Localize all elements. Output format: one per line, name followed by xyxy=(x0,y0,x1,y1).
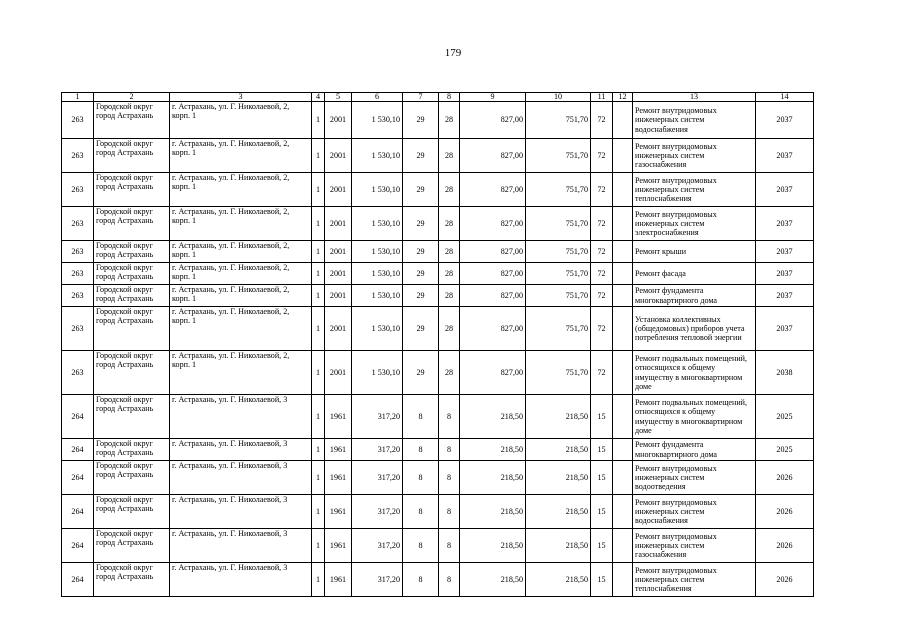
col-7-value-cell: 29 xyxy=(403,351,439,395)
col-10-value-cell: 751,70 xyxy=(526,241,591,263)
col-4-value-cell: 1 xyxy=(312,285,325,307)
work-type-cell: Ремонт подвальных помещений, относящихся к общему имуществу в многоквартирном доме xyxy=(633,395,756,439)
col-12-value-cell xyxy=(613,241,633,263)
address-cell: г. Астрахань, ул. Г. Николаевой, 3 xyxy=(170,495,312,529)
total-area-cell: 1 530,10 xyxy=(352,139,403,173)
address-cell: г. Астрахань, ул. Г. Николаевой, 2, корп. 1 xyxy=(170,173,312,207)
column-number: 7 xyxy=(403,93,439,102)
row-number-cell: 263 xyxy=(62,263,94,285)
col-12-value-cell xyxy=(613,439,633,461)
col-10-value-cell: 218,50 xyxy=(526,529,591,563)
year-built-cell: 1961 xyxy=(325,461,352,495)
col-7-value-cell: 8 xyxy=(403,395,439,439)
col-9-value-cell: 827,00 xyxy=(460,285,526,307)
total-area-cell: 317,20 xyxy=(352,495,403,529)
row-number-cell: 263 xyxy=(62,173,94,207)
col-7-value-cell: 8 xyxy=(403,461,439,495)
col-9-value-cell: 827,00 xyxy=(460,351,526,395)
year-built-cell: 1961 xyxy=(325,529,352,563)
col-11-value-cell: 72 xyxy=(591,173,613,207)
col-8-value-cell: 8 xyxy=(439,495,460,529)
work-type-cell: Ремонт фундамента многоквартирного дома xyxy=(633,285,756,307)
table-row xyxy=(62,395,814,439)
col-11-value-cell: 15 xyxy=(591,495,613,529)
planned-year-cell: 2037 xyxy=(756,173,814,207)
address-cell: г. Астрахань, ул. Г. Николаевой, 2, корп. 1 xyxy=(170,207,312,241)
address-cell: г. Астрахань, ул. Г. Николаевой, 3 xyxy=(170,563,312,597)
table-row xyxy=(62,207,814,241)
col-7-value-cell: 29 xyxy=(403,102,439,139)
municipality-cell: Городской округ город Астрахань xyxy=(94,285,170,307)
col-8-value-cell: 8 xyxy=(439,563,460,597)
column-number: 1 xyxy=(62,93,94,102)
row-number-cell: 264 xyxy=(62,563,94,597)
row-number-cell: 264 xyxy=(62,439,94,461)
col-9-value-cell: 218,50 xyxy=(460,439,526,461)
column-number: 4 xyxy=(312,93,325,102)
total-area-cell: 1 530,10 xyxy=(352,102,403,139)
work-type-cell: Ремонт подвальных помещений, относящихся к общему имуществу в многоквартирном доме xyxy=(633,351,756,395)
address-cell: г. Астрахань, ул. Г. Николаевой, 2, корп. 1 xyxy=(170,263,312,285)
column-number: 3 xyxy=(170,93,312,102)
col-11-value-cell: 72 xyxy=(591,139,613,173)
table-row xyxy=(62,439,814,461)
col-10-value-cell: 751,70 xyxy=(526,207,591,241)
municipality-cell: Городской округ город Астрахань xyxy=(94,563,170,597)
total-area-cell: 317,20 xyxy=(352,395,403,439)
col-9-value-cell: 827,00 xyxy=(460,139,526,173)
col-10-value-cell: 218,50 xyxy=(526,563,591,597)
col-4-value-cell: 1 xyxy=(312,529,325,563)
year-built-cell: 1961 xyxy=(325,563,352,597)
municipality-cell: Городской округ город Астрахань xyxy=(94,495,170,529)
address-cell: г. Астрахань, ул. Г. Николаевой, 2, корп. 1 xyxy=(170,285,312,307)
col-11-value-cell: 15 xyxy=(591,395,613,439)
address-cell: г. Астрахань, ул. Г. Николаевой, 2, корп. 1 xyxy=(170,351,312,395)
col-12-value-cell xyxy=(613,102,633,139)
col-4-value-cell: 1 xyxy=(312,307,325,351)
column-number: 9 xyxy=(460,93,526,102)
year-built-cell: 1961 xyxy=(325,395,352,439)
col-8-value-cell: 28 xyxy=(439,102,460,139)
municipality-cell: Городской округ город Астрахань xyxy=(94,207,170,241)
col-12-value-cell xyxy=(613,207,633,241)
row-number-cell: 264 xyxy=(62,461,94,495)
col-9-value-cell: 827,00 xyxy=(460,263,526,285)
col-7-value-cell: 8 xyxy=(403,529,439,563)
col-4-value-cell: 1 xyxy=(312,563,325,597)
planned-year-cell: 2026 xyxy=(756,461,814,495)
municipality-cell: Городской округ город Астрахань xyxy=(94,139,170,173)
col-4-value-cell: 1 xyxy=(312,139,325,173)
col-8-value-cell: 28 xyxy=(439,241,460,263)
col-10-value-cell: 751,70 xyxy=(526,102,591,139)
col-10-value-cell: 218,50 xyxy=(526,439,591,461)
address-cell: г. Астрахань, ул. Г. Николаевой, 3 xyxy=(170,529,312,563)
year-built-cell: 2001 xyxy=(325,207,352,241)
col-10-value-cell: 751,70 xyxy=(526,263,591,285)
total-area-cell: 1 530,10 xyxy=(352,351,403,395)
planned-year-cell: 2026 xyxy=(756,529,814,563)
address-cell: г. Астрахань, ул. Г. Николаевой, 3 xyxy=(170,439,312,461)
column-number: 8 xyxy=(439,93,460,102)
year-built-cell: 2001 xyxy=(325,285,352,307)
col-4-value-cell: 1 xyxy=(312,439,325,461)
work-type-cell: Ремонт внутридомовых инженерных систем теплоснабжения xyxy=(633,563,756,597)
col-7-value-cell: 29 xyxy=(403,285,439,307)
planned-year-cell: 2026 xyxy=(756,495,814,529)
col-12-value-cell xyxy=(613,139,633,173)
municipality-cell: Городской округ город Астрахань xyxy=(94,241,170,263)
col-4-value-cell: 1 xyxy=(312,461,325,495)
col-12-value-cell xyxy=(613,173,633,207)
row-number-cell: 263 xyxy=(62,139,94,173)
col-12-value-cell xyxy=(613,495,633,529)
address-cell: г. Астрахань, ул. Г. Николаевой, 2, корп. 1 xyxy=(170,102,312,139)
address-cell: г. Астрахань, ул. Г. Николаевой, 3 xyxy=(170,461,312,495)
col-4-value-cell: 1 xyxy=(312,102,325,139)
planned-year-cell: 2037 xyxy=(756,139,814,173)
col-11-value-cell: 15 xyxy=(591,529,613,563)
col-11-value-cell: 72 xyxy=(591,263,613,285)
col-10-value-cell: 751,70 xyxy=(526,351,591,395)
column-number: 13 xyxy=(633,93,756,102)
col-4-value-cell: 1 xyxy=(312,207,325,241)
col-11-value-cell: 72 xyxy=(591,102,613,139)
col-9-value-cell: 827,00 xyxy=(460,102,526,139)
year-built-cell: 2001 xyxy=(325,263,352,285)
column-number: 14 xyxy=(756,93,814,102)
table-row xyxy=(62,563,814,597)
work-type-cell: Установка коллективных (общедомовых) приборов учета потребления тепловой энергии xyxy=(633,307,756,351)
col-12-value-cell xyxy=(613,461,633,495)
work-type-cell: Ремонт внутридомовых инженерных систем газоснабжения xyxy=(633,529,756,563)
planned-year-cell: 2037 xyxy=(756,102,814,139)
col-11-value-cell: 15 xyxy=(591,439,613,461)
planned-year-cell: 2037 xyxy=(756,263,814,285)
col-10-value-cell: 218,50 xyxy=(526,461,591,495)
year-built-cell: 2001 xyxy=(325,173,352,207)
total-area-cell: 1 530,10 xyxy=(352,307,403,351)
total-area-cell: 1 530,10 xyxy=(352,207,403,241)
page-number: 179 xyxy=(444,47,462,59)
col-9-value-cell: 827,00 xyxy=(460,307,526,351)
col-12-value-cell xyxy=(613,307,633,351)
col-12-value-cell xyxy=(613,263,633,285)
municipality-cell: Городской округ город Астрахань xyxy=(94,263,170,285)
work-type-cell: Ремонт внутридомовых инженерных систем теплоснабжения xyxy=(633,173,756,207)
work-type-cell: Ремонт фундамента многоквартирного дома xyxy=(633,439,756,461)
col-8-value-cell: 28 xyxy=(439,173,460,207)
address-cell: г. Астрахань, ул. Г. Николаевой, 2, корп. 1 xyxy=(170,139,312,173)
col-10-value-cell: 751,70 xyxy=(526,139,591,173)
col-8-value-cell: 28 xyxy=(439,351,460,395)
table-row xyxy=(62,461,814,495)
table-row xyxy=(62,351,814,395)
col-4-value-cell: 1 xyxy=(312,495,325,529)
col-11-value-cell: 72 xyxy=(591,307,613,351)
col-9-value-cell: 218,50 xyxy=(460,495,526,529)
table-row xyxy=(62,173,814,207)
row-number-cell: 263 xyxy=(62,102,94,139)
col-8-value-cell: 28 xyxy=(439,285,460,307)
column-number: 2 xyxy=(94,93,170,102)
row-number-cell: 263 xyxy=(62,307,94,351)
col-11-value-cell: 72 xyxy=(591,351,613,395)
column-number: 10 xyxy=(526,93,591,102)
municipality-cell: Городской округ город Астрахань xyxy=(94,102,170,139)
row-number-cell: 263 xyxy=(62,351,94,395)
table-row xyxy=(62,139,814,173)
total-area-cell: 317,20 xyxy=(352,563,403,597)
total-area-cell: 317,20 xyxy=(352,439,403,461)
col-12-value-cell xyxy=(613,351,633,395)
address-cell: г. Астрахань, ул. Г. Николаевой, 3 xyxy=(170,395,312,439)
total-area-cell: 317,20 xyxy=(352,461,403,495)
col-11-value-cell: 15 xyxy=(591,461,613,495)
col-4-value-cell: 1 xyxy=(312,351,325,395)
year-built-cell: 2001 xyxy=(325,102,352,139)
col-9-value-cell: 218,50 xyxy=(460,563,526,597)
municipality-cell: Городской округ город Астрахань xyxy=(94,351,170,395)
col-12-value-cell xyxy=(613,285,633,307)
work-type-cell: Ремонт внутридомовых инженерных систем водоснабжения xyxy=(633,102,756,139)
col-4-value-cell: 1 xyxy=(312,395,325,439)
table-row xyxy=(62,285,814,307)
column-number: 11 xyxy=(591,93,613,102)
municipality-cell: Городской округ город Астрахань xyxy=(94,439,170,461)
col-11-value-cell: 72 xyxy=(591,285,613,307)
year-built-cell: 1961 xyxy=(325,495,352,529)
table-row xyxy=(62,495,814,529)
year-built-cell: 2001 xyxy=(325,307,352,351)
planned-year-cell: 2038 xyxy=(756,351,814,395)
col-7-value-cell: 8 xyxy=(403,495,439,529)
row-number-cell: 264 xyxy=(62,395,94,439)
col-8-value-cell: 8 xyxy=(439,461,460,495)
planned-year-cell: 2025 xyxy=(756,439,814,461)
table-row xyxy=(62,307,814,351)
row-number-cell: 264 xyxy=(62,529,94,563)
work-type-cell: Ремонт внутридомовых инженерных систем электроснабжения xyxy=(633,207,756,241)
col-11-value-cell: 72 xyxy=(591,241,613,263)
col-9-value-cell: 218,50 xyxy=(460,461,526,495)
col-9-value-cell: 218,50 xyxy=(460,395,526,439)
municipality-cell: Городской округ город Астрахань xyxy=(94,395,170,439)
col-7-value-cell: 8 xyxy=(403,439,439,461)
municipality-cell: Городской округ город Астрахань xyxy=(94,529,170,563)
column-number: 12 xyxy=(613,93,633,102)
col-7-value-cell: 29 xyxy=(403,241,439,263)
col-9-value-cell: 827,00 xyxy=(460,207,526,241)
col-8-value-cell: 8 xyxy=(439,395,460,439)
work-type-cell: Ремонт внутридомовых инженерных систем газоснабжения xyxy=(633,139,756,173)
municipality-cell: Городской округ город Астрахань xyxy=(94,461,170,495)
col-10-value-cell: 218,50 xyxy=(526,395,591,439)
planned-year-cell: 2037 xyxy=(756,241,814,263)
total-area-cell: 1 530,10 xyxy=(352,263,403,285)
col-9-value-cell: 218,50 xyxy=(460,529,526,563)
col-11-value-cell: 72 xyxy=(591,207,613,241)
col-9-value-cell: 827,00 xyxy=(460,173,526,207)
col-7-value-cell: 29 xyxy=(403,207,439,241)
column-number: 6 xyxy=(352,93,403,102)
col-12-value-cell xyxy=(613,529,633,563)
col-4-value-cell: 1 xyxy=(312,173,325,207)
total-area-cell: 1 530,10 xyxy=(352,173,403,207)
col-8-value-cell: 8 xyxy=(439,439,460,461)
capital-repair-table xyxy=(61,92,814,597)
column-numbers-row xyxy=(62,93,814,102)
municipality-cell: Городской округ город Астрахань xyxy=(94,307,170,351)
year-built-cell: 1961 xyxy=(325,439,352,461)
address-cell: г. Астрахань, ул. Г. Николаевой, 2, корп. 1 xyxy=(170,241,312,263)
total-area-cell: 317,20 xyxy=(352,529,403,563)
total-area-cell: 1 530,10 xyxy=(352,285,403,307)
col-4-value-cell: 1 xyxy=(312,263,325,285)
col-10-value-cell: 751,70 xyxy=(526,173,591,207)
planned-year-cell: 2037 xyxy=(756,207,814,241)
work-type-cell: Ремонт внутридомовых инженерных систем водоотведения xyxy=(633,461,756,495)
col-10-value-cell: 751,70 xyxy=(526,285,591,307)
col-12-value-cell xyxy=(613,395,633,439)
year-built-cell: 2001 xyxy=(325,139,352,173)
col-8-value-cell: 28 xyxy=(439,263,460,285)
row-number-cell: 263 xyxy=(62,207,94,241)
col-9-value-cell: 827,00 xyxy=(460,241,526,263)
col-7-value-cell: 29 xyxy=(403,307,439,351)
col-4-value-cell: 1 xyxy=(312,241,325,263)
table-row xyxy=(62,241,814,263)
col-10-value-cell: 218,50 xyxy=(526,495,591,529)
row-number-cell: 263 xyxy=(62,241,94,263)
col-7-value-cell: 29 xyxy=(403,263,439,285)
col-11-value-cell: 15 xyxy=(591,563,613,597)
col-12-value-cell xyxy=(613,563,633,597)
total-area-cell: 1 530,10 xyxy=(352,241,403,263)
work-type-cell: Ремонт крыши xyxy=(633,241,756,263)
col-7-value-cell: 29 xyxy=(403,139,439,173)
year-built-cell: 2001 xyxy=(325,351,352,395)
col-7-value-cell: 29 xyxy=(403,173,439,207)
table-row xyxy=(62,529,814,563)
year-built-cell: 2001 xyxy=(325,241,352,263)
planned-year-cell: 2026 xyxy=(756,563,814,597)
address-cell: г. Астрахань, ул. Г. Николаевой, 2, корп. 1 xyxy=(170,307,312,351)
table-row xyxy=(62,263,814,285)
row-number-cell: 264 xyxy=(62,495,94,529)
work-type-cell: Ремонт фасада xyxy=(633,263,756,285)
planned-year-cell: 2037 xyxy=(756,307,814,351)
col-8-value-cell: 28 xyxy=(439,207,460,241)
col-8-value-cell: 28 xyxy=(439,307,460,351)
column-number: 5 xyxy=(325,93,352,102)
planned-year-cell: 2037 xyxy=(756,285,814,307)
table-row xyxy=(62,102,814,139)
row-number-cell: 263 xyxy=(62,285,94,307)
col-10-value-cell: 751,70 xyxy=(526,307,591,351)
col-8-value-cell: 8 xyxy=(439,529,460,563)
col-8-value-cell: 28 xyxy=(439,139,460,173)
planned-year-cell: 2025 xyxy=(756,395,814,439)
work-type-cell: Ремонт внутридомовых инженерных систем водоснабжения xyxy=(633,495,756,529)
col-7-value-cell: 8 xyxy=(403,563,439,597)
municipality-cell: Городской округ город Астрахань xyxy=(94,173,170,207)
